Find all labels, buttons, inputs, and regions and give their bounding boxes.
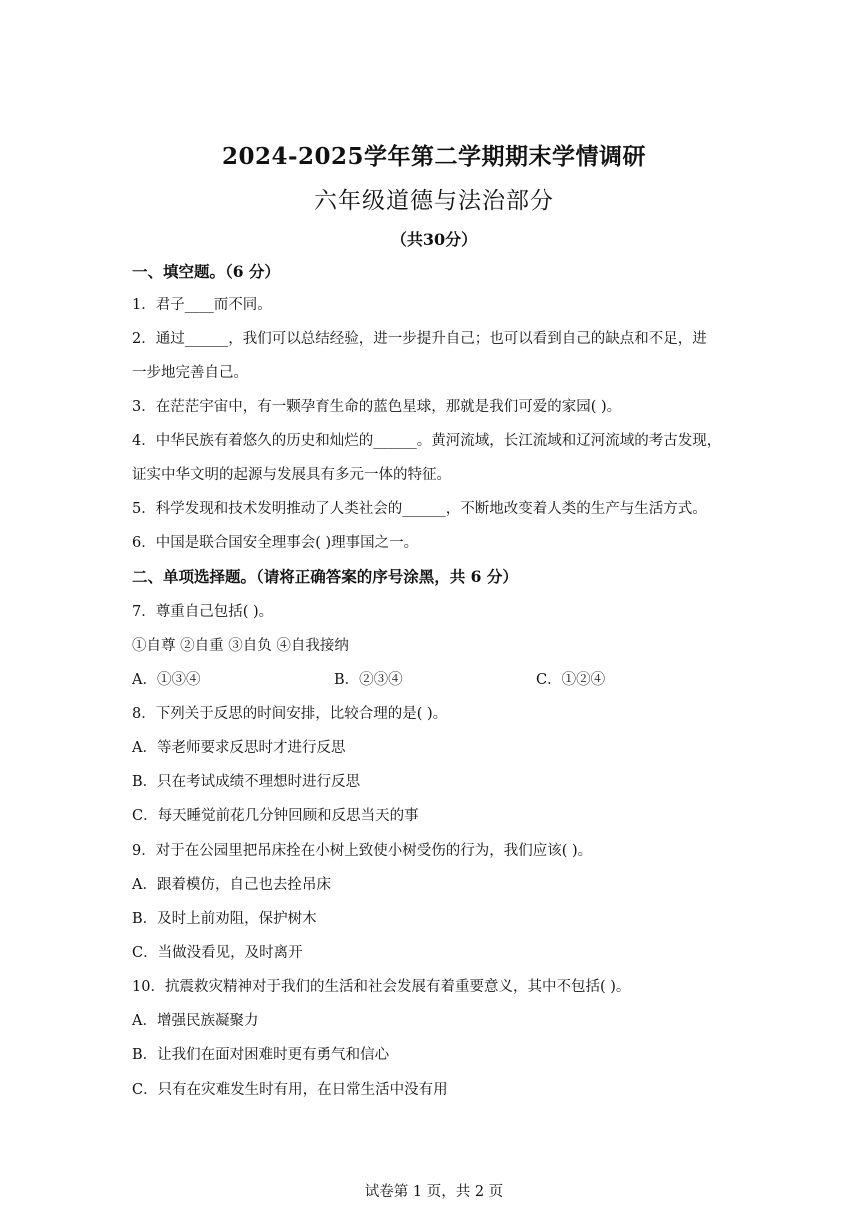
question-6: 6．中国是联合国安全理事会( )理事国之一。 (132, 535, 419, 551)
section-1-heading: 一、填空题。（6 分） (132, 262, 280, 281)
question-10-option-c[interactable]: C．只有在灾难发生时有用，在日常生活中没有用 (132, 1082, 448, 1098)
question-8: 8．下列关于反思的时间安排，比较合理的是( )。 (132, 706, 448, 722)
question-9-option-b[interactable]: B．及时上前劝阻，保护树木 (132, 911, 317, 927)
question-5: 5．科学发现和技术发明推动了人类社会的______，不断地改变着人类的生产与生活方式。 (132, 501, 707, 517)
question-10-option-b[interactable]: B．让我们在面对困难时更有勇气和信心 (132, 1047, 390, 1063)
question-8-option-b[interactable]: B．只在考试成绩不理想时进行反思 (132, 774, 361, 790)
option-c[interactable]: C．①②④ (536, 672, 606, 688)
question-3: 3．在茫茫宇宙中，有一颗孕育生命的蓝色星球，那就是我们可爱的家园( )。 (132, 399, 622, 415)
question-7-items: ①自尊 ②自重 ③自负 ④自我接纳 (132, 638, 349, 654)
question-9: 9．对于在公园里把吊床拴在小树上致使小树受伤的行为，我们应该( )。 (132, 843, 593, 859)
question-4-line-1: 4．中华民族有着悠久的历史和灿烂的______。黄河流域，长江流域和辽河流域的考古发现， (132, 433, 722, 449)
question-9-option-c[interactable]: C．当做没看见，及时离开 (132, 945, 303, 961)
question-4-line-2: 证实中华文明的起源与发展具有多元一体的特征。 (132, 467, 451, 483)
option-a[interactable]: A．①③④ (132, 672, 201, 688)
option-b[interactable]: B．②③④ (334, 672, 403, 688)
page-footer: 试卷第 1 页，共 2 页 (364, 1184, 504, 1200)
section-2-heading: 二、单项选择题。（请将正确答案的序号涂黑，共 6 分） (132, 567, 518, 586)
question-2-line-2: 一步地完善自己。 (132, 365, 248, 381)
question-2-line-1: 2．通过______，我们可以总结经验，进一步提升自己；也可以看到自己的缺点和不足，进 (132, 331, 707, 347)
question-8-option-c[interactable]: C．每天睡觉前花几分钟回顾和反思当天的事 (132, 808, 419, 824)
exam-subtitle: 六年级道德与法治部分 (314, 188, 554, 214)
question-1: 1．君子____而不同。 (132, 297, 272, 313)
question-10-option-a[interactable]: A．增强民族凝聚力 (132, 1013, 259, 1029)
exam-total-score: （共30分） (390, 230, 478, 249)
question-8-option-a[interactable]: A．等老师要求反思时才进行反思 (132, 740, 346, 756)
question-10: 10．抗震救灾精神对于我们的生活和社会发展有着重要意义，其中不包括( )。 (132, 979, 631, 995)
question-9-option-a[interactable]: A．跟着模仿，自己也去拴吊床 (132, 877, 331, 893)
question-7: 7．尊重自己包括( )。 (132, 604, 274, 620)
exam-title: 2024-2025学年第二学期期末学情调研 (221, 143, 647, 170)
